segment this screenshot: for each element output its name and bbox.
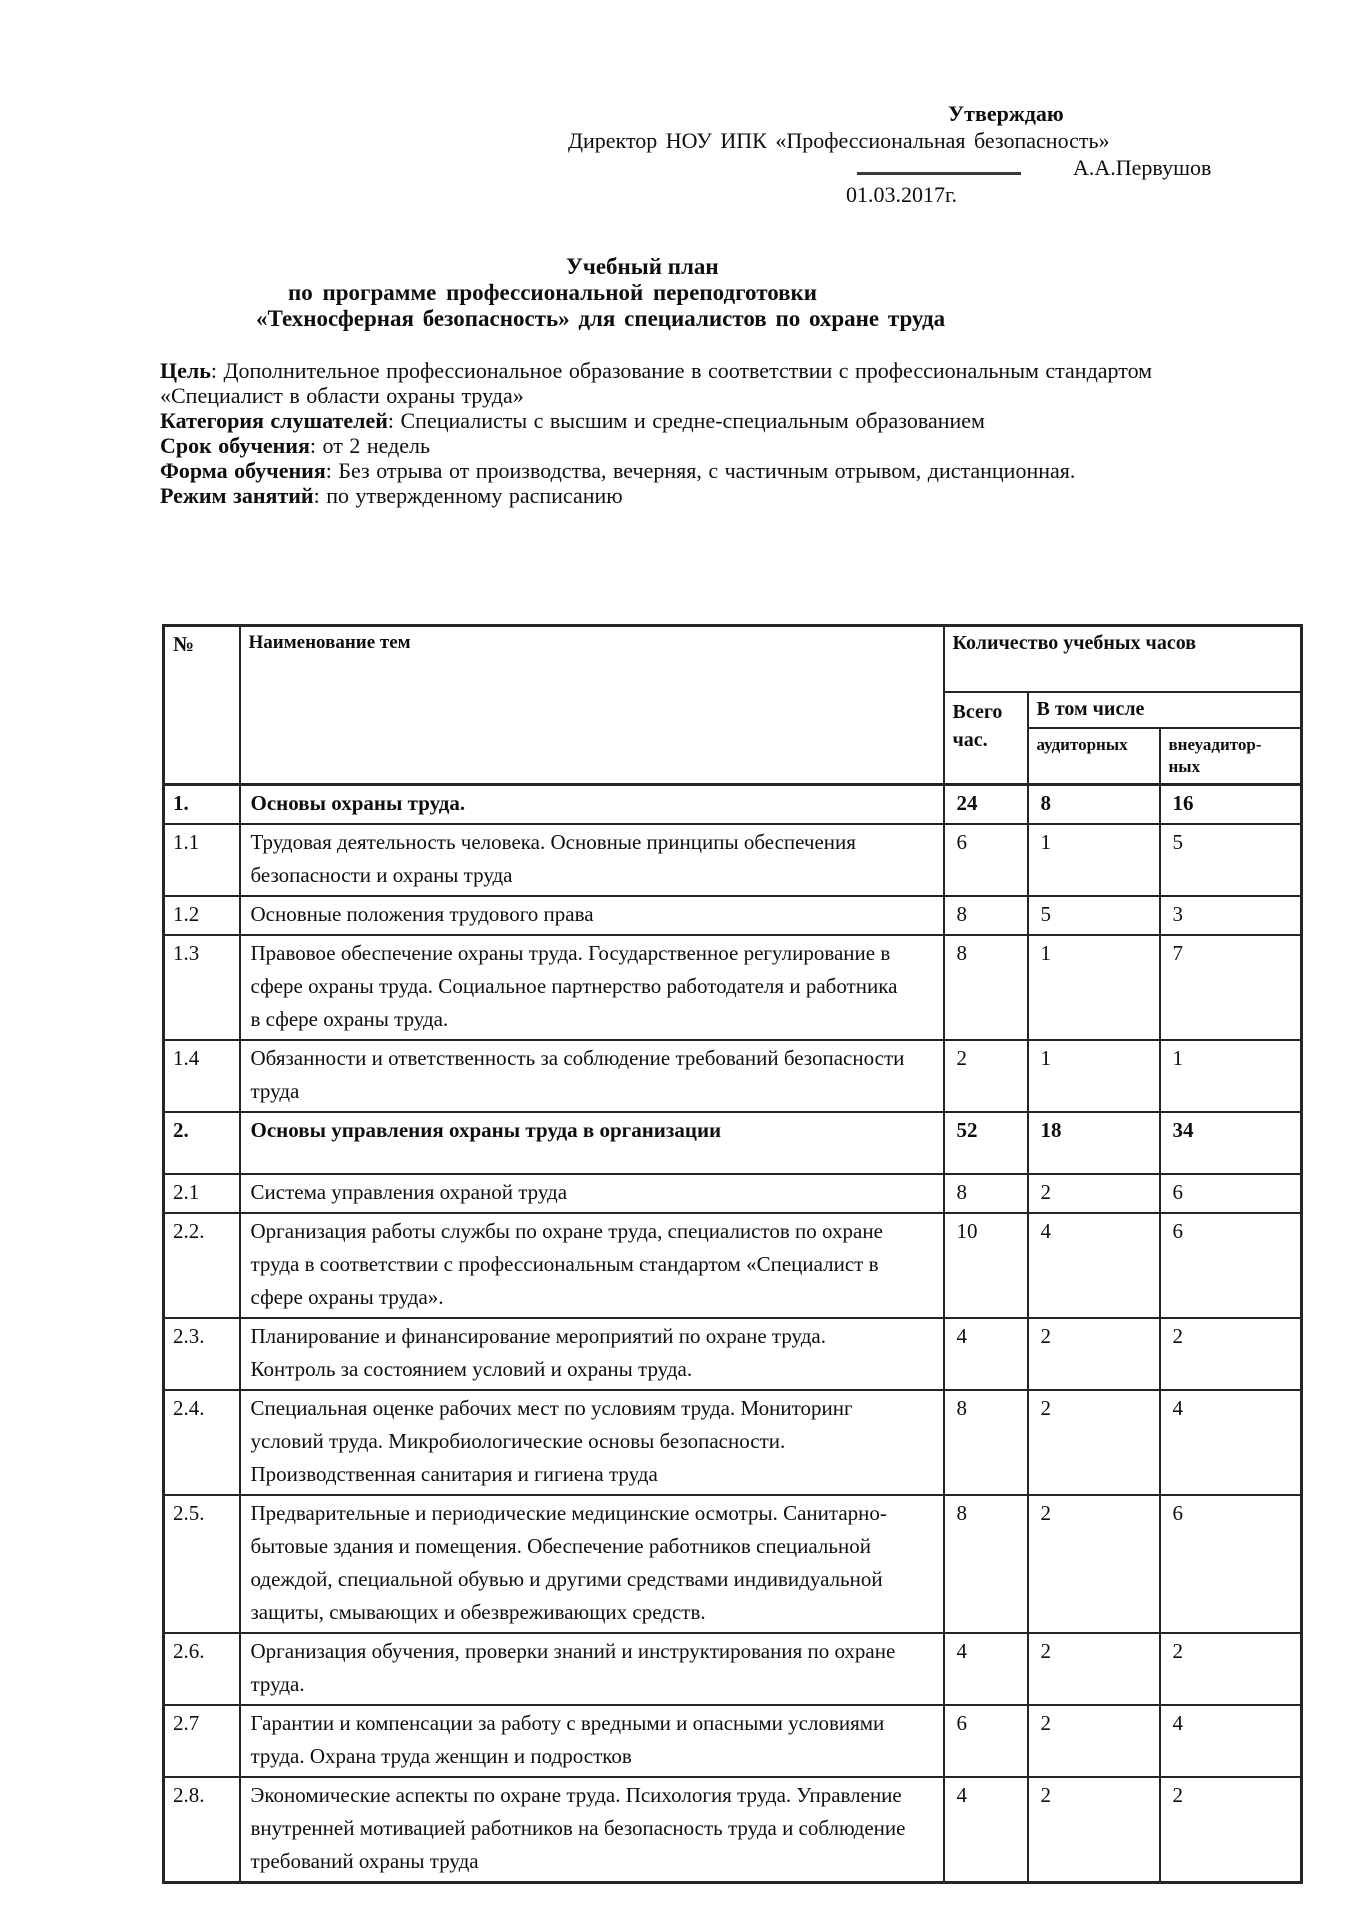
row-outside-hours: 6 — [1160, 1495, 1302, 1633]
row-number: 1.4 — [164, 1040, 240, 1112]
table-row — [164, 1705, 1302, 1777]
row-total-hours: 6 — [944, 1705, 1028, 1777]
row-outside-hours: 34 — [1160, 1112, 1302, 1174]
document-title-block — [0, 254, 1358, 332]
row-outside-hours: 6 — [1160, 1213, 1302, 1318]
row-total-hours: 8 — [944, 1495, 1028, 1633]
row-total-hours: 8 — [944, 1174, 1028, 1213]
table-body — [164, 785, 1302, 1883]
row-topic: Трудовая деятельность человека. Основные принципы обеспечения безопасности и охраны труда — [240, 824, 944, 896]
row-total-hours: 8 — [944, 896, 1028, 935]
row-total-hours: 8 — [944, 935, 1028, 1040]
signature-line — [857, 155, 1021, 175]
header-topic: Наименование тем — [240, 626, 944, 785]
detail-line — [160, 483, 1165, 508]
row-topic: Основы охраны труда. — [240, 785, 944, 825]
row-topic: Специальная оценке рабочих мест по условиям труда. Мониторинг условий труда. Микробиологические основы безопасности. Производственная санитария и гигиена труда — [240, 1390, 944, 1495]
row-outside-hours: 3 — [1160, 896, 1302, 935]
header-number: № — [164, 626, 240, 785]
table-row — [164, 1633, 1302, 1705]
row-topic: Предварительные и периодические медицинские осмотры. Санитарно-бытовые здания и помещения. Обеспечение работников специальной одеждой, специальной обувью и другими средствами индивидуальной защиты, смывающих и обезвреживающих средств. — [240, 1495, 944, 1633]
detail-label: Форма обучения — [160, 458, 326, 483]
row-total-hours: 10 — [944, 1213, 1028, 1318]
row-total-hours: 52 — [944, 1112, 1028, 1174]
row-outside-hours: 2 — [1160, 1777, 1302, 1883]
curriculum-table — [162, 624, 1303, 1884]
row-topic: Правовое обеспечение охраны труда. Государственное регулирование в сфере охраны труда. Социальное партнерство работодателя и работника в сфере охраны труда. — [240, 935, 944, 1040]
row-classroom-hours: 4 — [1028, 1213, 1160, 1318]
row-number: 2.4. — [164, 1390, 240, 1495]
detail-label: Цель — [160, 358, 211, 383]
row-topic: Гарантии и компенсации за работу с вредными и опасными условиями труда. Охрана труда женщин и подростков — [240, 1705, 944, 1777]
row-total-hours: 4 — [944, 1318, 1028, 1390]
approval-director-line: Директор НОУ ИПК «Профессиональная безопасность» — [568, 128, 1110, 153]
row-classroom-hours: 2 — [1028, 1390, 1160, 1495]
row-outside-hours: 4 — [1160, 1390, 1302, 1495]
detail-text: : по утвержденному расписанию — [313, 483, 623, 508]
row-outside-hours: 7 — [1160, 935, 1302, 1040]
detail-text: : Без отрыва от производства, вечерняя, с частичным отрывом, дистанционная. — [325, 458, 1076, 483]
header-including: В том числе — [1028, 692, 1302, 728]
table-header — [164, 626, 1302, 785]
doc-title-line3: «Техносферная безопасность» для специалистов по охране труда — [256, 306, 946, 331]
row-outside-hours: 1 — [1160, 1040, 1302, 1112]
row-topic: Система управления охраной труда — [240, 1174, 944, 1213]
row-total-hours: 4 — [944, 1777, 1028, 1883]
row-topic: Обязанности и ответственность за соблюдение требований безопасности труда — [240, 1040, 944, 1112]
row-number: 2. — [164, 1112, 240, 1174]
row-topic: Организация работы службы по охране труда, специалистов по охране труда в соответствии с профессиональным стандартом «Специалист в сфере охраны труда». — [240, 1213, 944, 1318]
row-number: 1.2 — [164, 896, 240, 935]
table-row — [164, 1112, 1302, 1174]
row-number: 2.5. — [164, 1495, 240, 1633]
row-topic: Планирование и финансирование мероприятий по охране труда. Контроль за состоянием условий и охраны труда. — [240, 1318, 944, 1390]
row-topic: Организация обучения, проверки знаний и инструктирования по охране труда. — [240, 1633, 944, 1705]
row-classroom-hours: 1 — [1028, 824, 1160, 896]
table-row — [164, 1495, 1302, 1633]
row-classroom-hours: 2 — [1028, 1705, 1160, 1777]
detail-line — [160, 408, 1165, 433]
row-number: 2.8. — [164, 1777, 240, 1883]
approval-date: 01.03.2017г. — [846, 182, 958, 207]
detail-line — [160, 358, 1165, 408]
table-row — [164, 1390, 1302, 1495]
row-outside-hours: 4 — [1160, 1705, 1302, 1777]
row-classroom-hours: 5 — [1028, 896, 1160, 935]
row-number: 2.1 — [164, 1174, 240, 1213]
detail-line — [160, 433, 1165, 458]
row-classroom-hours: 18 — [1028, 1112, 1160, 1174]
row-outside-hours: 2 — [1160, 1633, 1302, 1705]
detail-text: : от 2 недель — [309, 433, 431, 458]
table-row — [164, 824, 1302, 896]
detail-text: : Специалисты с высшим и средне-специальным образованием — [387, 408, 985, 433]
approval-block — [0, 0, 1358, 208]
row-outside-hours: 16 — [1160, 785, 1302, 825]
row-number: 1.1 — [164, 824, 240, 896]
table-row — [164, 896, 1302, 935]
table-row — [164, 1318, 1302, 1390]
detail-text: : Дополнительное профессиональное образование в соответствии с профессиональным стандартом «Специалист в области охраны труда» — [160, 358, 1153, 408]
detail-line — [160, 458, 1165, 483]
row-number: 1. — [164, 785, 240, 825]
row-number: 2.7 — [164, 1705, 240, 1777]
header-outside-hours: внеуадитор-ных — [1160, 728, 1302, 785]
row-number: 2.6. — [164, 1633, 240, 1705]
signature-row — [857, 154, 1358, 181]
header-total-hours: Всего час. — [944, 692, 1028, 785]
row-total-hours: 6 — [944, 824, 1028, 896]
header-hours: Количество учебных часов — [944, 626, 1302, 693]
table-row — [164, 1040, 1302, 1112]
detail-label: Срок обучения — [160, 433, 310, 458]
row-classroom-hours: 2 — [1028, 1495, 1160, 1633]
detail-label: Режим занятий — [160, 483, 314, 508]
detail-label: Категория слушателей — [160, 408, 388, 433]
doc-title-line2: по программе профессиональной переподготовки — [288, 280, 818, 305]
row-classroom-hours: 8 — [1028, 785, 1160, 825]
row-number: 2.3. — [164, 1318, 240, 1390]
doc-title-line1: Учебный план — [566, 254, 719, 279]
row-classroom-hours: 2 — [1028, 1174, 1160, 1213]
table-row — [164, 1777, 1302, 1883]
table-row — [164, 935, 1302, 1040]
table-row — [164, 785, 1302, 825]
row-classroom-hours: 1 — [1028, 935, 1160, 1040]
row-topic: Основы управления охраны труда в организации — [240, 1112, 944, 1174]
row-total-hours: 24 — [944, 785, 1028, 825]
signature-name: А.А.Первушов — [1073, 155, 1212, 180]
row-total-hours: 2 — [944, 1040, 1028, 1112]
approval-title: Утверждаю — [948, 101, 1064, 126]
row-outside-hours: 2 — [1160, 1318, 1302, 1390]
table-row — [164, 1213, 1302, 1318]
row-number: 1.3 — [164, 935, 240, 1040]
row-classroom-hours: 2 — [1028, 1777, 1160, 1883]
row-topic: Основные положения трудового права — [240, 896, 944, 935]
row-classroom-hours: 2 — [1028, 1633, 1160, 1705]
header-classroom-hours: аудиторных — [1028, 728, 1160, 785]
row-topic: Экономические аспекты по охране труда. Психология труда. Управление внутренней мотивацией работников на безопасность труда и соблюдение требований охраны труда — [240, 1777, 944, 1883]
row-outside-hours: 6 — [1160, 1174, 1302, 1213]
program-details — [160, 358, 1165, 508]
row-outside-hours: 5 — [1160, 824, 1302, 896]
row-number: 2.2. — [164, 1213, 240, 1318]
row-total-hours: 8 — [944, 1390, 1028, 1495]
row-classroom-hours: 1 — [1028, 1040, 1160, 1112]
table-row — [164, 1174, 1302, 1213]
row-total-hours: 4 — [944, 1633, 1028, 1705]
row-classroom-hours: 2 — [1028, 1318, 1160, 1390]
